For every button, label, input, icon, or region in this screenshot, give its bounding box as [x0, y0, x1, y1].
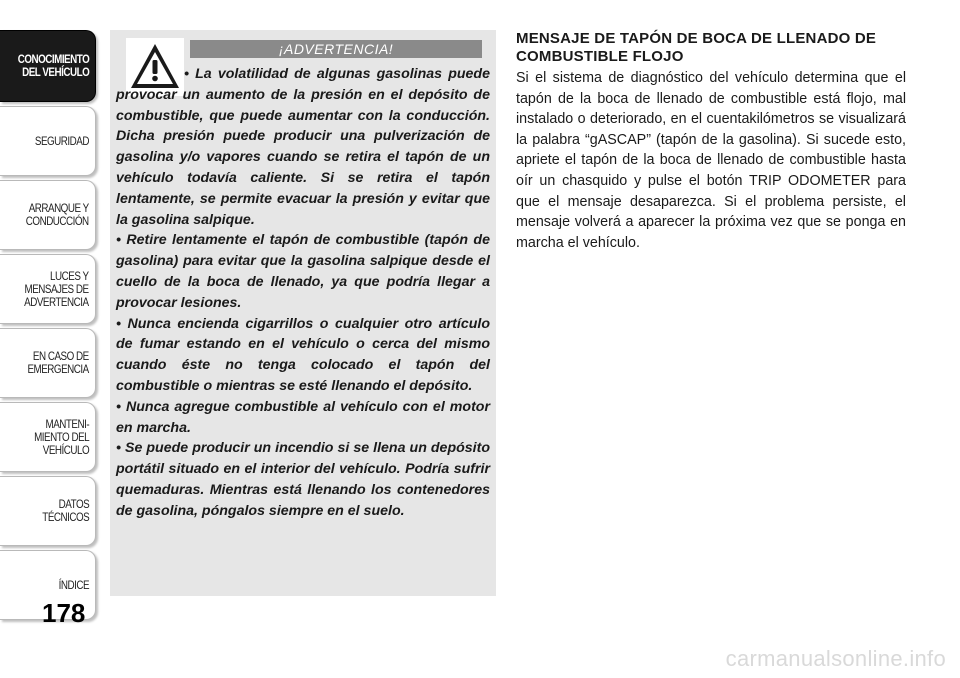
tab-datos-tecnicos[interactable] [0, 476, 96, 546]
tab-label: SEGURIDAD [34, 133, 89, 148]
warning-paragraph: • Se puede producir un incendio si se llena un depósito portátil situado en el interior del vehículo. Podría sufrir quemaduras. Mientras está llenando los contenedores de gasolina, póngalos siempre en el suelo. [116, 440, 490, 519]
warning-paragraph: • Nunca agregue combustible al vehículo con el motor en marcha. [116, 398, 490, 436]
tab-label: CONOCIMIENTO DEL VEHÍCULO [17, 52, 89, 79]
section-heading: MENSAJE DE TAPÓN DE BOCA DE LLENADO DE COMBUSTIBLE FLOJO [516, 30, 877, 65]
watermark: carmanualsonline.info [725, 646, 946, 671]
tab-label: LUCES Y MENSAJES DE ADVERTENCIA [24, 268, 89, 309]
warning-header: ¡ADVERTENCIA! [190, 40, 482, 58]
tab-mantenimiento[interactable] [0, 402, 96, 472]
tab-seguridad[interactable] [0, 106, 96, 176]
tab-label: ÍNDICE [58, 577, 89, 592]
section-body: Si el sistema de diagnóstico del vehículo determina que el tapón de la boca de llenado de combustible está flojo, mal instalado o deteriorado, en el cuentakilómetros se visualizará la palabra “gASCAP” (tapón de la gasolina). Si sucede esto, apriete el tapón de la boca de llenado de combustible hasta oír un chasquido y pulse el botón TRIP ODOMETER para que el mensaje desaparezca. Si el problema persiste, el mensaje volverá a aparecer la próxima vez que se ponga en marcha el vehículo. [516, 70, 906, 251]
tab-label: DATOS TÉCNICOS [42, 497, 89, 524]
tab-label: EN CASO DE EMERGENCIA [27, 349, 89, 376]
chapter-sidebar [0, 0, 100, 640]
warning-paragraph: • Nunca encienda cigarrillos o cualquier otro artículo de fumar estando en el vehículo o cerca del mismo cuando éste no tenga colocado el tapón del combustible o mientras se esté llenando el depósito. [116, 315, 490, 394]
warning-paragraph: • La volatilidad de algunas gasolinas puede provocar un aumento de la presión en el depósito de combustible, que puede aumentar con la conducción. Dicha presión puede producir una pulverización de gasolina y/o vapores cuando se retira el tapón de un vehículo todavía caliente. Si se retira el tapón lentamente, se permite evacuar la presión y evitar que la gasolina salpique. [116, 66, 490, 228]
tab-label: ARRANQUE Y CONDUCCIÓN [26, 201, 89, 228]
section-content [516, 30, 906, 253]
warning-text [116, 64, 490, 522]
page-number: 178 [42, 598, 86, 628]
tab-conocimiento-del-vehiculo[interactable] [0, 30, 96, 102]
warning-box [110, 30, 496, 596]
warning-paragraph: • Retire lentamente el tapón de combustible (tapón de gasolina) para evitar que la gasolina salpique desde el cuello de la boca de llenado, ya que podría llegar a provocar lesiones. [116, 232, 490, 311]
tab-en-caso-de-emergencia[interactable] [0, 328, 96, 398]
tab-luces-y-mensajes[interactable] [0, 254, 96, 324]
tab-label: MANTENI- MIENTO DEL VEHÍCULO [33, 416, 89, 457]
tab-arranque-y-conduccion[interactable] [0, 180, 96, 250]
